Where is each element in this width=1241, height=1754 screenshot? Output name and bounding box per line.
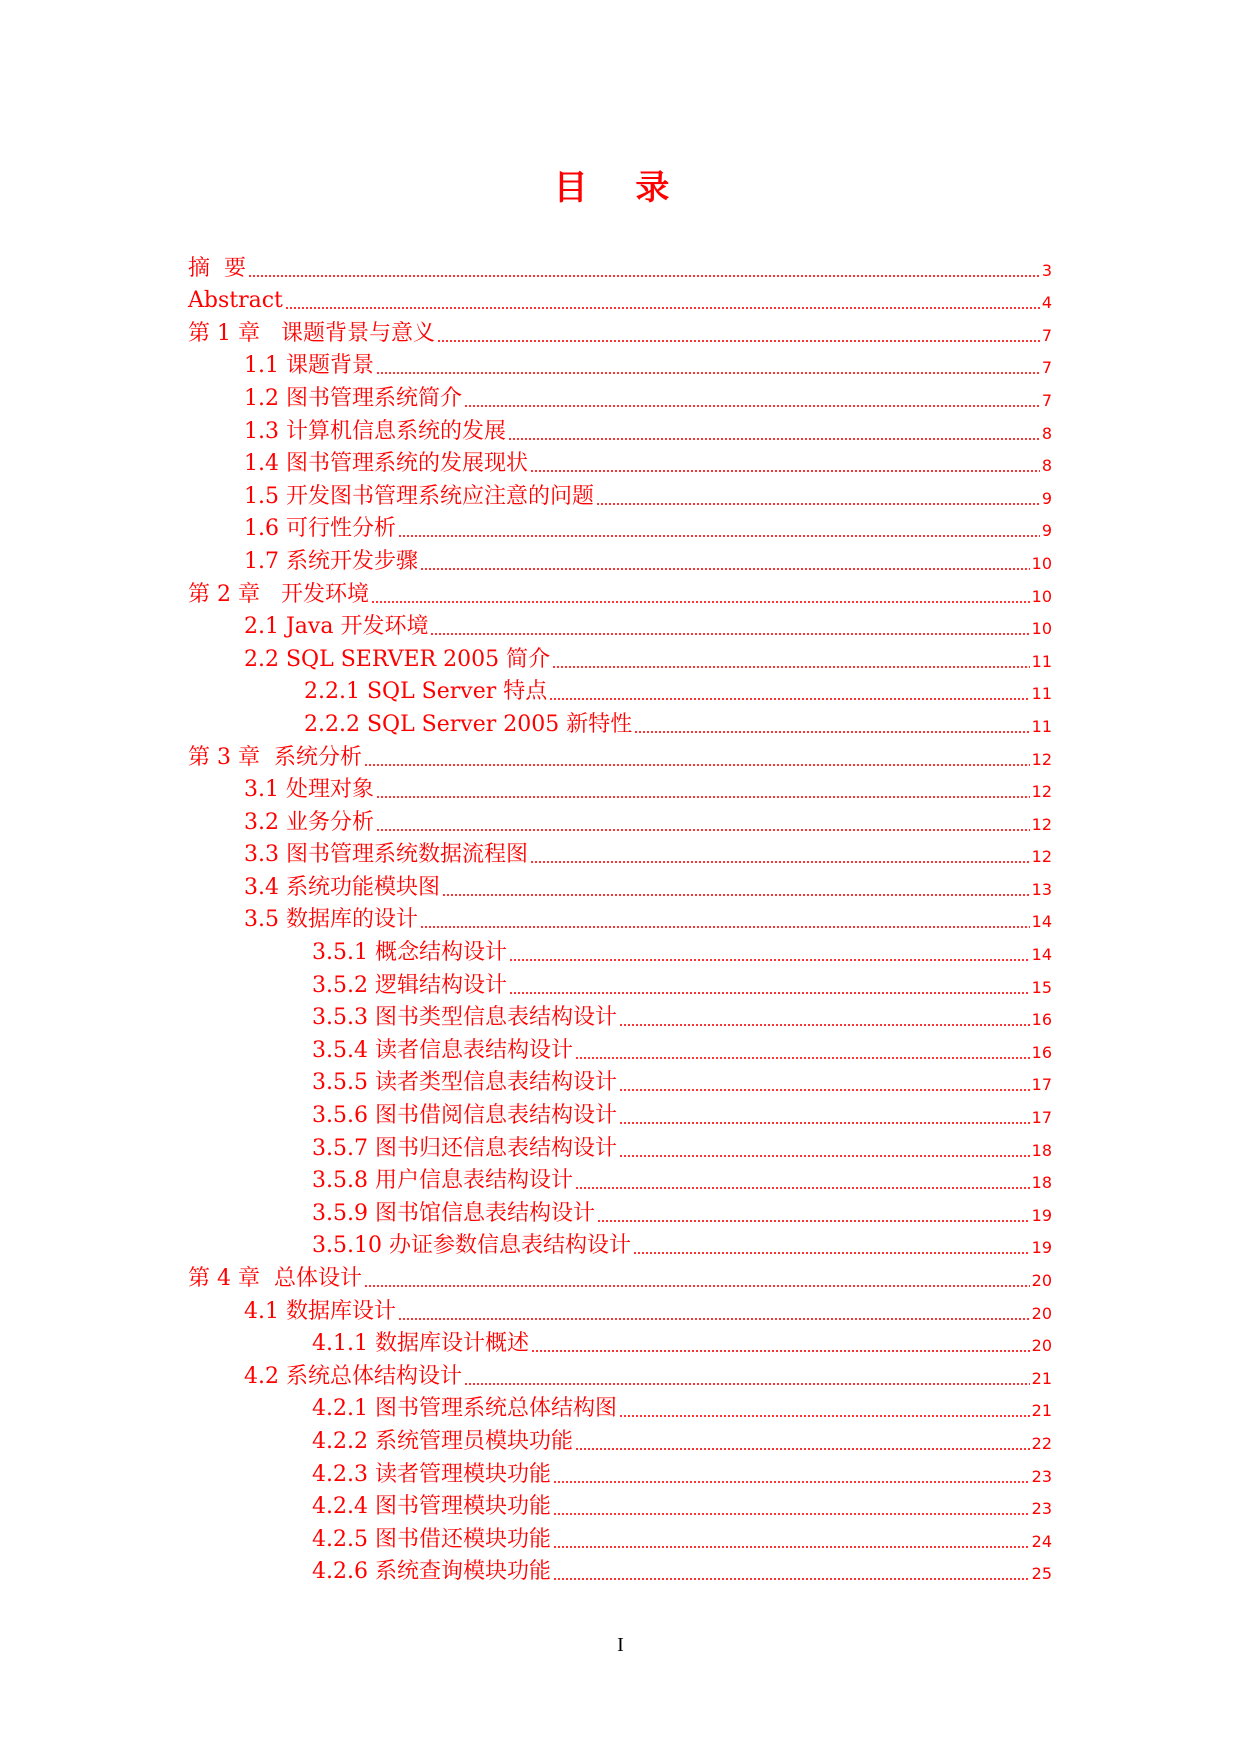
dot-leader (398, 535, 1040, 537)
dot-leader (509, 992, 1030, 994)
dot-leader (530, 470, 1040, 472)
toc-entry[interactable] (188, 1326, 1052, 1359)
toc-entry-page: 18 (1031, 1140, 1052, 1160)
toc-entry-page: 12 (1031, 782, 1052, 802)
toc-entry-page: 20 (1031, 1336, 1052, 1356)
dot-leader (619, 1415, 1030, 1417)
dot-leader (619, 1155, 1030, 1157)
toc-entry-label: 第 4 章 总体设计 (188, 1266, 362, 1291)
toc-entry-page: 11 (1031, 684, 1052, 704)
dot-leader (371, 601, 1030, 603)
toc-entry[interactable] (188, 1228, 1052, 1261)
toc-entry[interactable] (188, 380, 1052, 413)
toc-entry[interactable] (188, 1163, 1052, 1196)
toc-entry-page: 16 (1031, 1010, 1052, 1030)
dot-leader (575, 1057, 1030, 1059)
toc-entry-label: 1.5 开发图书管理系统应注意的问题 (244, 483, 594, 509)
toc-entry-page: 8 (1041, 456, 1052, 476)
toc-entry-page: 21 (1031, 1401, 1052, 1421)
toc-entry[interactable] (188, 1358, 1052, 1391)
dot-leader (552, 666, 1030, 668)
toc-entry-page: 10 (1031, 553, 1052, 573)
dot-leader (549, 698, 1029, 700)
toc-entry[interactable] (188, 1293, 1052, 1326)
toc-entry-page: 23 (1031, 1466, 1052, 1486)
toc-entry-page: 16 (1031, 1042, 1052, 1062)
dot-leader (420, 568, 1030, 570)
dot-leader (430, 633, 1029, 635)
toc-entry[interactable] (188, 1521, 1052, 1554)
toc-entry-label: 4.2 系统总体结构设计 (244, 1363, 462, 1389)
toc-entry-page: 13 (1031, 879, 1052, 899)
toc-entry[interactable] (188, 1032, 1052, 1065)
toc-entry[interactable] (188, 902, 1052, 935)
toc-entry-page: 12 (1031, 749, 1052, 769)
dot-leader (553, 1546, 1030, 1548)
dot-leader (553, 1481, 1030, 1483)
toc-entry[interactable] (188, 315, 1052, 348)
toc-entry-page: 12 (1031, 814, 1052, 834)
toc-entry-label: 4.2.1 图书管理系统总体结构图 (312, 1396, 617, 1422)
toc-entry[interactable] (188, 283, 1052, 316)
toc-entry-page: 24 (1031, 1531, 1052, 1551)
toc-entry-page: 9 (1041, 488, 1052, 508)
dot-leader (597, 1220, 1030, 1222)
toc-entry-page: 10 (1031, 586, 1052, 606)
toc-entry[interactable] (188, 1423, 1052, 1456)
toc-entry-page: 19 (1031, 1205, 1052, 1225)
toc-title: 目 录 (553, 168, 688, 208)
toc-entry[interactable] (188, 511, 1052, 544)
toc-entry-page: 17 (1031, 1075, 1052, 1095)
dot-leader (398, 1318, 1030, 1320)
toc-entry-label: 1.3 计算机信息系统的发展 (244, 418, 506, 444)
toc-entry-page: 14 (1031, 912, 1052, 932)
toc-entry-label: 1.1 课题背景 (244, 353, 374, 379)
toc-entry-label: 3.2 业务分析 (244, 809, 374, 835)
toc-entry-label: 1.7 系统开发步骤 (244, 548, 418, 574)
toc-entry[interactable] (188, 478, 1052, 511)
toc-entry-page: 22 (1031, 1433, 1052, 1453)
toc-entry[interactable] (188, 250, 1052, 283)
toc-entry-label: Abstract (188, 288, 283, 314)
toc-entry[interactable] (188, 869, 1052, 902)
toc-entry[interactable] (188, 706, 1052, 739)
toc-entry-label: 3.5 数据库的设计 (244, 907, 418, 933)
toc-entry-label: 2.2.1 SQL Server 特点 (304, 679, 548, 705)
toc-entry-label: 3.5.5 读者类型信息表结构设计 (312, 1070, 617, 1096)
toc-entry-page: 17 (1031, 1108, 1052, 1128)
toc-entry[interactable] (188, 1130, 1052, 1163)
toc-entry[interactable] (188, 543, 1052, 576)
toc-entry[interactable] (188, 1195, 1052, 1228)
dot-leader (634, 731, 1029, 733)
toc-entry-page: 4 (1041, 293, 1052, 313)
toc-entry-page: 23 (1031, 1499, 1052, 1519)
dot-leader (508, 438, 1040, 440)
toc-entry-label: 4.2.2 系统管理员模块功能 (312, 1428, 573, 1454)
toc-entry-page: 11 (1031, 716, 1052, 736)
toc-entry-label: 3.5.1 概念结构设计 (312, 940, 507, 966)
toc-entry-page: 14 (1031, 945, 1052, 965)
toc-entry[interactable] (188, 1065, 1052, 1098)
toc-entry-label: 第 2 章 开发环境 (188, 581, 369, 607)
toc-entry-page: 20 (1031, 1271, 1052, 1290)
toc-entry[interactable] (188, 967, 1052, 1000)
dot-leader (364, 1285, 1030, 1287)
dot-leader (619, 1122, 1030, 1124)
dot-leader (553, 1513, 1030, 1515)
toc-entry-page: 12 (1031, 847, 1052, 867)
toc-entry-label: 第 1 章 课题背景与意义 (188, 320, 435, 346)
toc-entry[interactable] (188, 934, 1052, 967)
toc-entry-label: 3.5.10 办证参数信息表结构设计 (312, 1233, 631, 1259)
toc-entry[interactable] (188, 772, 1052, 805)
toc-entry-label: 3.4 系统功能模块图 (244, 874, 440, 900)
toc-entry-label: 3.5.6 图书借阅信息表结构设计 (312, 1103, 617, 1129)
toc-entry-page: 11 (1031, 651, 1052, 671)
dot-leader (553, 1578, 1030, 1580)
toc-entry-label: 1.2 图书管理系统简介 (244, 385, 462, 411)
toc-entry-label: 2.2.2 SQL Server 2005 新特性 (304, 711, 633, 737)
toc-entry[interactable] (188, 1489, 1052, 1522)
toc-entry-page: 7 (1041, 325, 1052, 345)
toc-entry-label: 4.2.3 读者管理模块功能 (312, 1461, 551, 1487)
dot-leader (376, 829, 1030, 831)
table-of-contents (188, 250, 1052, 1586)
toc-entry[interactable] (188, 739, 1052, 772)
toc-entry-label: 1.4 图书管理系统的发展现状 (244, 451, 528, 477)
toc-entry-label: 4.2.6 系统查询模块功能 (312, 1559, 551, 1585)
toc-entry-label: 4.1.1 数据库设计概述 (312, 1331, 529, 1357)
toc-entry[interactable] (188, 576, 1052, 609)
toc-entry-page: 7 (1041, 390, 1052, 410)
toc-entry[interactable] (188, 1097, 1052, 1130)
dot-leader (633, 1252, 1030, 1254)
dot-leader (464, 405, 1040, 407)
toc-entry[interactable] (188, 446, 1052, 479)
toc-entry-page: 3 (1041, 260, 1052, 280)
toc-entry[interactable] (188, 1391, 1052, 1424)
toc-entry-page: 19 (1031, 1238, 1052, 1258)
toc-entry[interactable] (188, 609, 1052, 642)
toc-entry-page: 21 (1031, 1368, 1052, 1388)
toc-entry-label: 3.5.7 图书归还信息表结构设计 (312, 1135, 617, 1161)
toc-entry-label: 2.2 SQL SERVER 2005 简介 (244, 646, 551, 672)
dot-leader (376, 796, 1030, 798)
toc-entry-label: 3.5.8 用户信息表结构设计 (312, 1168, 573, 1194)
toc-entry-label: 3.3 图书管理系统数据流程图 (244, 842, 528, 868)
toc-entry-label: 3.5.9 图书馆信息表结构设计 (312, 1200, 595, 1226)
toc-entry-label: 2.1 Java 开发环境 (244, 614, 429, 640)
toc-entry-page: 25 (1031, 1564, 1052, 1584)
toc-entry-label: 3.1 处理对象 (244, 777, 374, 803)
toc-entry-label: 1.6 可行性分析 (244, 516, 396, 542)
dot-leader (376, 372, 1040, 374)
toc-entry-label: 3.5.2 逻辑结构设计 (312, 972, 507, 998)
toc-entry-label: 4.2.5 图书借还模块功能 (312, 1526, 551, 1552)
dot-leader (619, 1089, 1030, 1091)
toc-entry[interactable] (188, 1260, 1052, 1293)
dot-leader (442, 894, 1030, 896)
toc-entry-page: 18 (1031, 1173, 1052, 1193)
dot-leader (420, 926, 1030, 928)
dot-leader (575, 1448, 1030, 1450)
toc-entry[interactable] (188, 413, 1052, 446)
dot-leader (575, 1187, 1030, 1189)
dot-leader (509, 959, 1030, 961)
toc-entry[interactable] (188, 804, 1052, 837)
toc-entry-page: 15 (1031, 977, 1052, 997)
toc-entry-label: 4.1 数据库设计 (244, 1298, 396, 1324)
toc-entry-page: 10 (1031, 619, 1052, 639)
dot-leader (619, 1024, 1030, 1026)
toc-entry[interactable] (188, 1554, 1052, 1587)
dot-leader (531, 1350, 1030, 1352)
dot-leader (596, 503, 1040, 505)
toc-entry-label: 第 3 章 系统分析 (188, 744, 362, 770)
toc-entry[interactable] (188, 348, 1052, 381)
page-number: I (617, 1634, 624, 1656)
toc-entry-page: 9 (1041, 521, 1052, 541)
dot-leader (530, 861, 1030, 863)
dot-leader (285, 307, 1040, 309)
dot-leader (437, 340, 1040, 342)
toc-entry[interactable] (188, 1456, 1052, 1489)
toc-entry-label: 4.2.4 图书管理模块功能 (312, 1494, 551, 1520)
dot-leader (364, 764, 1030, 766)
toc-entry-page: 20 (1031, 1303, 1052, 1323)
toc-entry[interactable] (188, 1000, 1052, 1033)
toc-entry-page: 8 (1041, 423, 1052, 443)
dot-leader (248, 275, 1040, 277)
toc-entry[interactable] (188, 641, 1052, 674)
toc-entry[interactable] (188, 837, 1052, 870)
dot-leader (464, 1383, 1030, 1385)
toc-entry[interactable] (188, 674, 1052, 707)
toc-entry-page: 7 (1041, 358, 1052, 378)
toc-entry-label: 3.5.3 图书类型信息表结构设计 (312, 1005, 617, 1031)
toc-entry-label: 3.5.4 读者信息表结构设计 (312, 1037, 573, 1063)
toc-entry-label: 摘 要 (188, 255, 246, 281)
